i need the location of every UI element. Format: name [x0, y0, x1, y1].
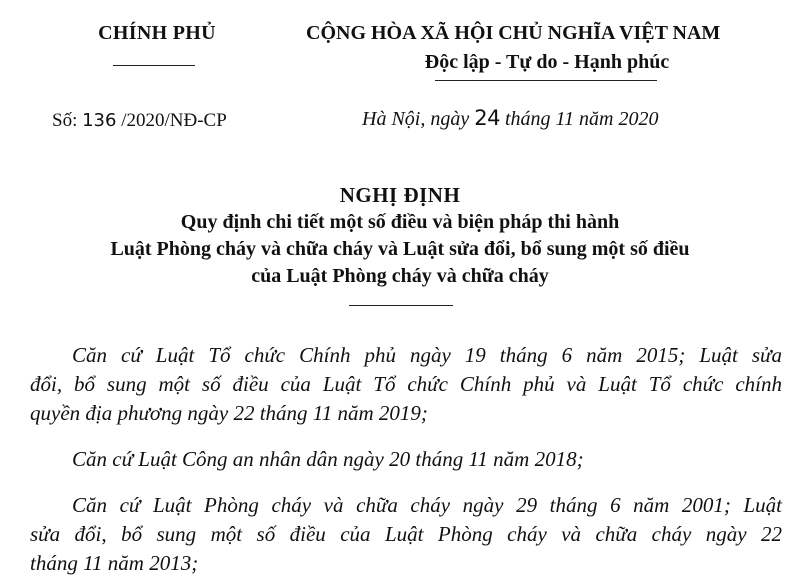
document-subject — [0, 209, 800, 290]
motto-underline — [435, 80, 657, 81]
paragraph-line: Căn cứ Luật Phòng cháy và chữa cháy ngày 29 tháng 6 năm 2001; Luật — [72, 493, 782, 517]
paragraph-line: Căn cứ Luật Tổ chức Chính phủ ngày 19 tháng 6 năm 2015; Luật sửa — [72, 343, 782, 367]
issuing-agency: CHÍNH PHỦ — [98, 22, 216, 44]
document-number-suffix: /2020/NĐ-CP — [121, 110, 227, 131]
date-prefix: Hà Nội, ngày — [362, 108, 470, 130]
document-number — [52, 110, 227, 132]
subject-line: Quy định chi tiết một số điều và biện pháp thi hành — [180, 211, 620, 233]
paragraph-line: Căn cứ Luật Công an nhân dân ngày 20 tháng 11 năm 2018; — [72, 447, 584, 471]
paragraph-line: sửa đổi, bổ sung một số điều của Luật Phòng cháy và chữa cháy ngày 22 — [30, 522, 782, 546]
agency-underline — [113, 65, 195, 66]
date-day-handwritten: 24 — [474, 106, 500, 130]
preamble-paragraph — [30, 341, 782, 428]
document-number-prefix: Số: — [52, 110, 78, 131]
national-motto: Độc lập - Tự do - Hạnh phúc — [424, 51, 670, 73]
subject-underline — [349, 305, 453, 306]
date-suffix: tháng 11 năm 2020 — [504, 108, 659, 130]
preamble-paragraph — [30, 445, 782, 474]
preamble-paragraph — [30, 491, 782, 578]
subject-line: của Luật Phòng cháy và chữa cháy — [251, 265, 549, 287]
paragraph-line: đổi, bổ sung một số điều của Luật Tổ chức Chính phủ và Luật Tổ chức chính — [30, 372, 782, 396]
subject-line: Luật Phòng cháy và chữa cháy và Luật sửa đổi, bổ sung một số điều — [110, 238, 690, 260]
paragraph-line: tháng 11 năm 2013; — [30, 551, 199, 575]
document-type-heading: NGHỊ ĐỊNH — [339, 183, 461, 207]
place-and-date — [362, 106, 658, 131]
national-title: CỘNG HÒA XÃ HỘI CHỦ NGHĨA VIỆT NAM — [306, 22, 721, 44]
paragraph-line: quyền địa phương ngày 22 tháng 11 năm 2019; — [30, 401, 428, 425]
document-number-handwritten: 136 — [82, 110, 117, 131]
preamble — [30, 341, 782, 585]
